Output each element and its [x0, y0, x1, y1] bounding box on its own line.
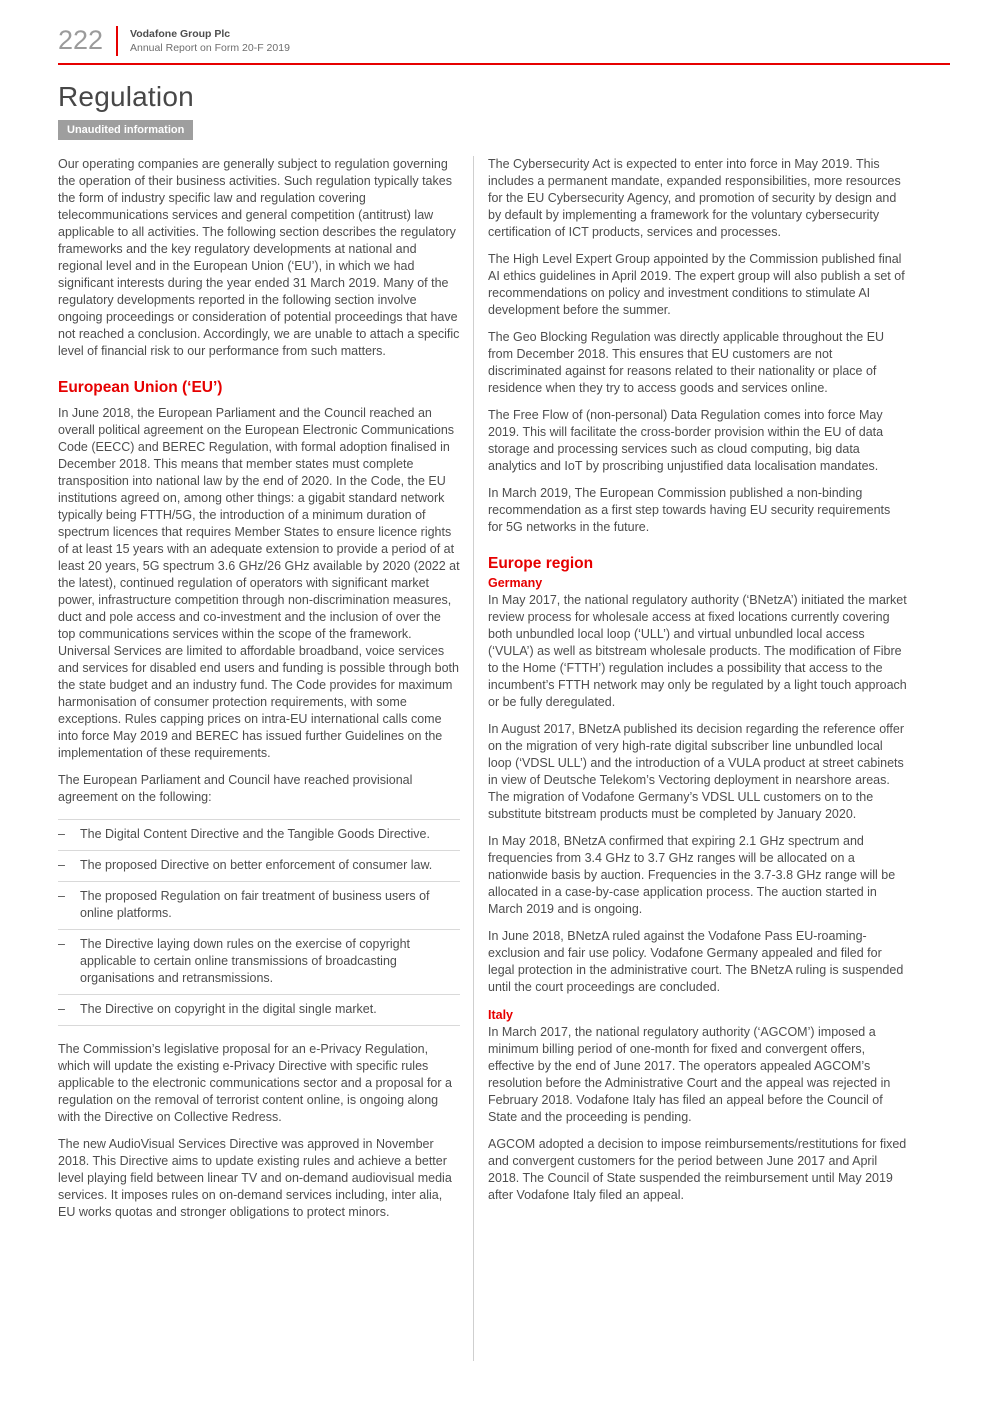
- unaudited-badge: Unaudited information: [58, 120, 193, 140]
- list-item: [58, 820, 460, 851]
- page-number: 222: [58, 25, 104, 55]
- header-rule: [58, 63, 950, 65]
- list-item: [58, 882, 460, 930]
- paragraph: In June 2018, BNetzA ruled against the Vodafone Pass EU-roaming-exclusion and fair use policy. Vodafone Germany appealed and filed for legal protection in the administrative court. The BNetzA ruling is suspended until the court proceedings are concluded.: [488, 929, 904, 994]
- paragraph: In August 2017, BNetzA published its decision regarding the reference offer on the migration of very high-rate digital subscriber line unbundled local loop (‘VDSL ULL’) and the introduction of a VULA product at street cabinets in view of Deutsche Telekom’s Vectoring deployment in nearshore areas. The migration of Vodafone Germany’s VDSL ULL customers on to the substitute bitstream products must be completed by January 2020.: [488, 722, 905, 821]
- list-item-text: The Directive on copyright in the digital single market.: [80, 1002, 377, 1016]
- paragraph: The Geo Blocking Regulation was directly applicable throughout the EU from December 2018. This ensures that EU customers are not discriminated against for reasons related to their nationality or place of residence when they try to access goods and services online.: [488, 330, 885, 395]
- paragraph: In March 2019, The European Commission published a non-binding recommendation as a first step towards having EU security requirements for 5G networks in the future.: [488, 486, 891, 534]
- paragraph: The new AudioVisual Services Directive was approved in November 2018. This Directive aims to update existing rules and achieve a better level playing field between linear TV and on-demand audiovisual media services. It imposes rules on on-demand services including, inter alia, EU works quotas and stronger obligations to protect minors.: [58, 1137, 452, 1219]
- page-title: Regulation: [58, 81, 194, 112]
- intro-paragraph: Our operating companies are generally subject to regulation governing the operation of their business activities. Such regulation typically takes the form of industry specific law and regulation covering telecommunications services and general competition (antitrust) law applicable to all activities. The following section describes the regulatory frameworks and the key regulatory developments at national and regional level and in the European Union (‘EU’), in which we had significant interests during the year ended 31 March 2019. Many of the regulatory developments reported in the following section involve ongoing proceedings or consideration of potential proceedings that have not reached a conclusion. Accordingly, we are unable to attach a specific level of financial risk to our performance from such matters.: [58, 157, 460, 358]
- header-red-divider: [116, 26, 118, 56]
- dash-bullet: –: [58, 889, 65, 903]
- paragraph: In March 2017, the national regulatory authority (‘AGCOM’) imposed a minimum billing period of one-month for fixed and convergent offers, effective by the end of June 2017. The operators appealed AGCOM’s resolution before the Administrative Court and the appeal was rejected in February 2018. Vodafone Italy has filed an appeal before the Council of State and the proceeding is pending.: [488, 1025, 891, 1124]
- paragraph: The Cybersecurity Act is expected to enter into force in May 2019. This includes a permanent mandate, expanded responsibilities, more resources for the EU Cybersecurity Agency, and promotion of security by design and by default by implementing a framework for the voluntary cybersecurity certification of ICT products, services and processes.: [488, 157, 901, 239]
- left-column: [58, 156, 460, 1361]
- dash-bullet: –: [58, 1002, 65, 1016]
- paragraph: The Commission’s legislative proposal for an e-Privacy Regulation, which will update the existing e-Privacy Directive with specific rules applicable to the electronic communications sector and a proposal for a regulation on the removal of terrorist content online, is ongoing along with the Directive on Collective Redress.: [58, 1042, 452, 1124]
- company-name: Vodafone Group Plc: [130, 28, 231, 40]
- paragraph: AGCOM adopted a decision to impose reimbursements/restitutions for fixed and convergent customers for the period between June 2017 and April 2018. The Council of State suspended the reimbursement until May 2019 after Vodafone Italy filed an appeal.: [488, 1137, 907, 1202]
- paragraph: In June 2018, the European Parliament and the Council reached an overall political agreement on the European Electronic Communications Code (EECC) and BEREC Regulation, with formal adoption finalised in December 2018. This means that member states must complete transposition into national law by the end of 2020. In the Code, the EU institutions agreed on, among other things: a gigabit standard network typically being FTTH/5G, the introduction of a minimum duration of spectrum licences that requires Member States to ensure licence rights of at least 15 years with an adequate extension to provide a period of at least 20 years, 5G spectrum 3.6 GHz/26 GHz available by 2020 (2022 at the latest), continued regulation of operators with significant market power, infrastructure competition through non-discrimination measures, duct and pole access and co-investment and the inclusion of over the top communications services within the scope of the framework. Universal Services are limited to affordable broadband, voice services and services for disabled end users and funding is possible through both the state budget and an industry fund. The Code provides for maximum harmonisation of consumer protection requirements, with some exceptions. Rules capping prices on intra-EU international calls come into force May 2019 and BEREC has issued further Guidelines on the implementation of these requirements.: [58, 406, 460, 760]
- subsection-heading-germany: Germany: [488, 576, 543, 590]
- paragraph: In May 2017, the national regulatory authority (‘BNetzA’) initiated the market review process for wholesale access at fixed locations currently covering both unbundled local loop (‘ULL’) and virtual unbundled local access (‘VULA’) as well as bitstream wholesale products. The modification of Fibre to the Home (‘FTTH’) regulation includes a possibility that access to the incumbent’s FTTH network may only be regulated by a light touch approach or be fully deregulated.: [488, 593, 907, 709]
- dash-bullet: –: [58, 827, 65, 841]
- column-divider: [473, 156, 474, 1361]
- list-item: [58, 995, 460, 1026]
- dash-bullet: –: [58, 937, 65, 951]
- list-item-text: The Directive laying down rules on the exercise of copyright applicable to certain online transmissions of broadcasting organisations and retransmissions.: [80, 937, 411, 985]
- paragraph: In May 2018, BNetzA confirmed that expiring 2.1 GHz spectrum and frequencies from 3.4 GHz to 3.7 GHz ranges will be allocated on a nationwide basis by auction. Frequencies in the 3.7-3.8 GHz range will be allocated in a case-by-case application process. The auction started in March 2019 and is ongoing.: [488, 834, 896, 916]
- list-item: [58, 930, 460, 995]
- section-heading-europe-region: Europe region: [488, 555, 594, 572]
- list-item-text: The proposed Directive on better enforcement of consumer law.: [80, 858, 433, 872]
- list-item: [58, 851, 460, 882]
- list-item-text: The Digital Content Directive and the Tangible Goods Directive.: [80, 827, 430, 841]
- right-column: [488, 156, 908, 1361]
- dash-bullet: –: [58, 858, 65, 872]
- paragraph: The European Parliament and Council have reached provisional agreement on the following:: [58, 773, 413, 804]
- paragraph: The High Level Expert Group appointed by the Commission published final AI ethics guidelines in April 2019. The expert group will also publish a set of recommendations on policy and investment conditions to stimulate AI development before the summer.: [488, 252, 905, 317]
- section-heading-eu: European Union (‘EU’): [58, 379, 223, 396]
- subsection-heading-italy: Italy: [488, 1008, 514, 1022]
- list-item-text: The proposed Regulation on fair treatment of business users of online platforms.: [80, 889, 430, 920]
- directives-list: [58, 819, 460, 1026]
- header-meta: [130, 25, 290, 55]
- two-column-body: [58, 156, 950, 1361]
- page-header: [58, 25, 950, 56]
- report-title: Annual Report on Form 20-F 2019: [130, 42, 290, 54]
- paragraph: The Free Flow of (non-personal) Data Regulation comes into force May 2019. This will facilitate the cross-border provision within the EU of data storage and processing services such as cloud computing, big data analytics and IoT by proscribing unjustified data localisation mandates.: [488, 408, 884, 473]
